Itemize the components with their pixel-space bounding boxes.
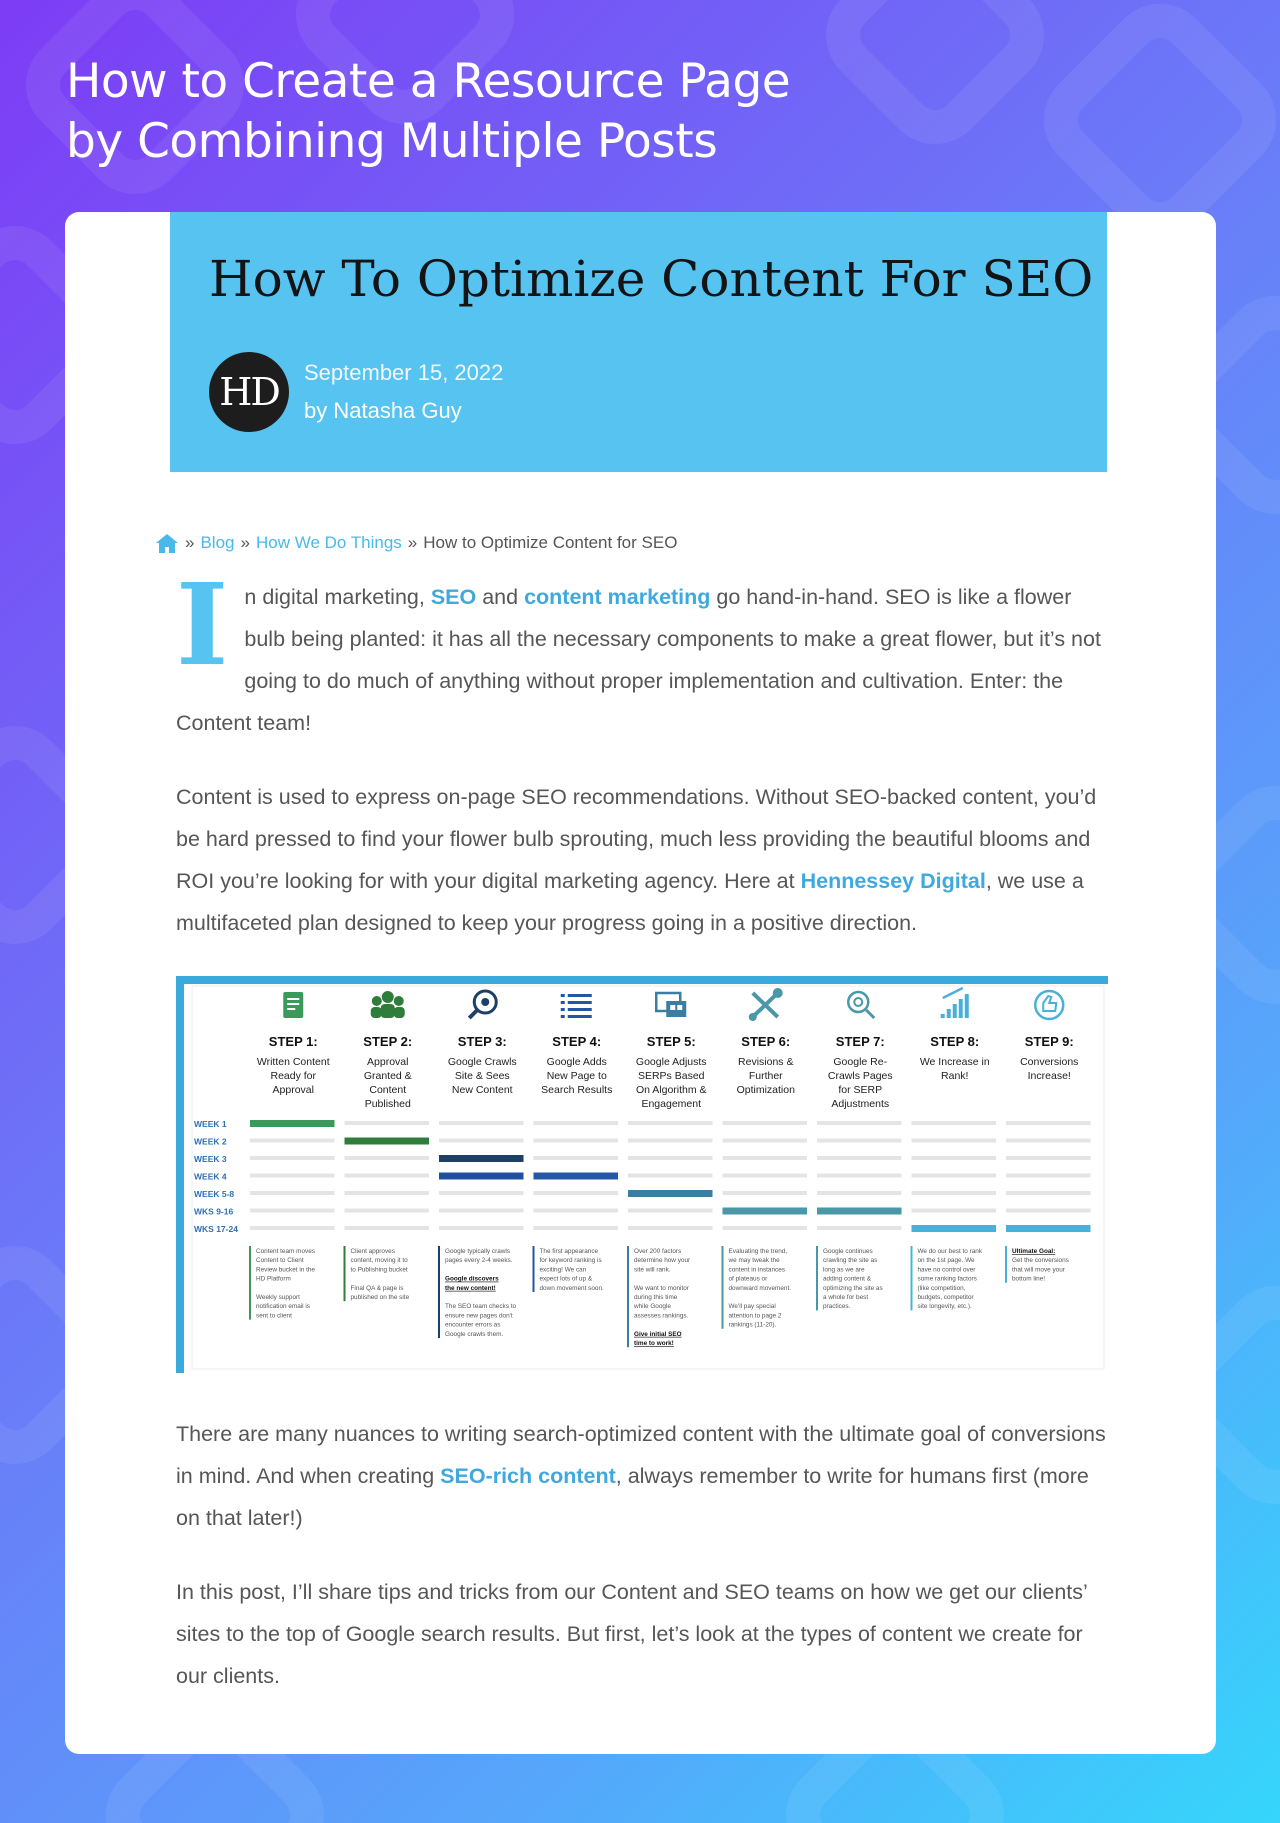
hero-title-line2: by Combining Multiple Posts [66,114,718,169]
step-note: Content to Client [256,1257,304,1265]
home-icon[interactable] [155,532,179,554]
paragraph-text: Content is used to express on-page SEO recommendations. Without SEO-backed content, you’d be hard pressed to find your flower bulb sprouting, much less providing the beautiful blooms and ROI you’re looking for with your digital marketing agency. Here at [176,785,1097,893]
week-label: WEEK 4 [194,1171,227,1182]
step-label: STEP 8: [930,1034,980,1049]
timeline-track [628,1156,713,1160]
timeline-track [912,1156,997,1160]
breadcrumb-current: How to Optimize Content for SEO [423,533,678,552]
content-marketing-link[interactable]: content marketing [524,585,711,609]
paragraph-text: , always remember to write for humans first (more on that later!) [176,1464,1089,1530]
step-label: STEP 3: [457,1034,507,1049]
week-label: WEEK 5-8 [194,1189,235,1199]
step-note: during this time [634,1294,678,1301]
hennessey-digital-link[interactable]: Hennessey Digital [800,869,986,893]
timeline-track [534,1156,619,1160]
week-label: WKS 17-24 [194,1224,238,1234]
step-description: Search Results [541,1084,613,1096]
step-note: optimizing the site as [823,1284,883,1292]
step-description: Conversions [1020,1056,1079,1068]
step-note: have no control over [917,1266,976,1274]
step-note: determine how your [634,1257,691,1265]
step-note: a whole for best [823,1294,869,1301]
step-note: Weekly support [256,1294,300,1301]
step-note: We do our best to rank [917,1248,983,1255]
breadcrumb-link-blog[interactable]: Blog [200,533,235,552]
step-description: Rank! [941,1070,969,1082]
timeline-track [534,1209,619,1213]
timeline-track [723,1174,808,1178]
timeline-bar [534,1173,619,1180]
post-header [170,212,1107,472]
week-label: WEEK 2 [194,1136,227,1147]
step-note: Google discovers [445,1275,499,1283]
timeline-track [439,1121,524,1125]
step-note: site longevity, etc.). [917,1303,972,1311]
timeline-track [534,1139,619,1143]
timeline-track [345,1174,430,1178]
infographic-canvas [184,984,1108,1373]
timeline-track [250,1209,335,1213]
timeline-track [534,1226,619,1230]
timeline-track [1006,1156,1091,1160]
step-note: we may tweak the [728,1257,780,1265]
step-description: Further [748,1070,783,1082]
timeline-track [1006,1191,1091,1195]
timeline-track [534,1121,619,1125]
step-note: while Google [634,1303,671,1311]
step-description: Adjustments [831,1098,890,1110]
step-note: the new content! [445,1284,496,1292]
step-note: Ultimate Goal: [1012,1248,1056,1255]
step-description: Ready for [270,1070,317,1082]
step-note: Client approves [350,1248,395,1255]
step-description: Optimization [736,1084,795,1096]
step-note: site will rank. [634,1266,671,1274]
step-description: Google Re- [833,1056,888,1068]
timeline-track [439,1139,524,1143]
timeline-track [250,1139,335,1143]
step-description: Crawls Pages [827,1070,893,1082]
step-note: content in instances [728,1266,785,1274]
step-description: Revisions & [738,1056,794,1068]
timeline-track [723,1191,808,1195]
hero-title [66,52,790,172]
timeline-track [345,1121,430,1125]
step-note: some ranking factors [917,1275,977,1283]
timeline-track [912,1174,997,1178]
timeline-bar [250,1120,335,1127]
step-label: STEP 9: [1024,1034,1074,1049]
timeline-track [817,1191,902,1195]
seo-link[interactable]: SEO [430,585,477,609]
step-description: Approval [272,1084,314,1096]
timeline-bar [723,1208,808,1215]
step-note: HD Platform [256,1275,291,1283]
step-description: Granted & [363,1070,412,1082]
timeline-bar [817,1208,902,1215]
timeline-track [439,1226,524,1230]
step-note: downward movement. [728,1284,792,1292]
post-title: How To Optimize Content For SEO [209,250,1094,308]
timeline-track [912,1209,997,1213]
step-note: sent to client [256,1312,292,1320]
step-note: We'll pay special [728,1303,776,1311]
breadcrumb-separator: » [407,533,418,552]
step-description: Increase! [1027,1070,1071,1082]
step-note: We want to monitor [634,1284,689,1292]
step-note: content, moving it to [350,1257,408,1265]
timeline-track [1006,1139,1091,1143]
timeline-track [723,1139,808,1143]
timeline-track [250,1174,335,1178]
step-note: budgets, competitor [917,1294,974,1301]
timeline-track [817,1226,902,1230]
step-note: practices. [823,1303,851,1311]
timeline-track [250,1156,335,1160]
timeline-track [250,1191,335,1195]
week-label: WEEK 1 [194,1119,227,1129]
avatar[interactable]: HD [209,352,289,432]
breadcrumb-separator: » [185,533,195,552]
step-note: bottom line! [1012,1275,1046,1283]
timeline-bar [345,1138,430,1145]
timeline-track [439,1209,524,1213]
paragraph-text: and [476,585,525,609]
step-note: long as we are [823,1266,865,1274]
step-note: to Publishing bucket [350,1266,408,1274]
article-paragraph [176,776,1108,944]
timeline-bar [439,1173,524,1180]
step-note: The SEO team checks to [445,1303,517,1311]
timeline-track [345,1191,430,1195]
timeline-track [723,1121,808,1125]
step-note: Evaluating the trend, [728,1248,788,1255]
article-body [176,560,1108,1729]
step-description: We Increase in [919,1056,990,1068]
timeline-track [817,1174,902,1178]
timeline-track [1006,1209,1091,1213]
step-description: SERPs Based [637,1070,705,1082]
step-description: On Algorithm & [635,1084,707,1096]
paragraph-text: There are many nuances to writing search-optimized content with the ultimate goal of conversions in mind. And when creating [176,1422,1106,1488]
step-description: New Page to [546,1070,607,1082]
step-description: Google Crawls [447,1056,517,1068]
step-note: assesses rankings. [634,1312,689,1320]
breadcrumb-link-how-we-do-things[interactable]: How We Do Things [255,533,402,552]
paragraph-text: n digital marketing, [244,585,431,609]
step-label: STEP 5: [646,1034,696,1049]
step-label: STEP 4: [552,1034,602,1049]
step-note: on the 1st page. We [917,1257,975,1265]
step-note: attention to page 2 [728,1312,782,1320]
timeline-track [723,1226,808,1230]
step-note: Final QA & page is [350,1284,404,1292]
post-author[interactable]: by Natasha Guy [304,398,462,423]
step-note: encounter errors as [445,1321,501,1329]
step-note: expect lots of up & [539,1275,593,1283]
step-note: Google continues [823,1248,873,1255]
timeline-bar [1006,1225,1091,1232]
step-note: Review bucket in the [256,1266,315,1274]
timeline-track [1006,1174,1091,1178]
step-note: crawling the site as [823,1257,878,1265]
step-label: STEP 2: [363,1034,413,1049]
step-description: Content [369,1084,407,1096]
timeline-track [628,1209,713,1213]
seo-rich-content-link[interactable]: SEO-rich content [440,1464,616,1488]
step-note: Give initial SEO [634,1330,682,1338]
timeline-track [250,1226,335,1230]
week-label: WEEK 3 [194,1154,227,1164]
timeline-track [912,1191,997,1195]
paragraph-text: go hand-in-hand. SEO is like a flower bulb being planted: it has all the necessary components to make a great flower, but it’s not going to do much of anything without proper implementation and cultivation. Enter: the Content team! [176,585,1101,735]
step-note: published on the site [350,1294,410,1301]
step-description: Written Content [256,1056,330,1068]
step-description: Approval [367,1056,409,1068]
timeline-track [912,1139,997,1143]
post-date: September 15, 2022 [304,360,504,385]
step-note: adding content & [823,1275,871,1283]
step-note: time to work! [634,1340,674,1347]
timeline-track [345,1156,430,1160]
breadcrumb-separator: » [240,533,250,552]
timeline-track [628,1174,713,1178]
timeline-track [817,1121,902,1125]
screenshot-card [65,212,1216,1754]
article-paragraph [176,1413,1108,1539]
seo-timeline-infographic [176,976,1108,1373]
timeline-track [1006,1121,1091,1125]
timeline-track [817,1139,902,1143]
step-note: Google crawls them. [445,1330,504,1338]
step-description: Site & Sees [454,1070,510,1082]
step-description: New Content [451,1084,513,1096]
timeline-track [534,1191,619,1195]
paragraph-text: , we use a multifaceted plan designed to keep your progress going in a positive direction. [176,869,1084,935]
step-note: exciting! We can [539,1266,587,1274]
step-label: STEP 1: [268,1034,318,1049]
breadcrumb [155,532,677,554]
step-note: (like competition, [917,1284,966,1292]
step-note: pages every 2-4 weeks. [445,1257,513,1265]
step-note: ensure new pages don't [445,1312,513,1320]
timeline-track [628,1139,713,1143]
step-description: Engagement [641,1098,702,1110]
timeline-bar [912,1225,997,1232]
timeline-track [628,1121,713,1125]
step-description: Google Adjusts [635,1056,707,1068]
step-note: Get the conversions [1012,1257,1069,1265]
timeline-track [628,1226,713,1230]
step-description: Google Adds [546,1056,607,1068]
hero-title-line1: How to Create a Resource Page [66,54,791,109]
step-description: for SERP [838,1084,883,1096]
step-note: Over 200 factors [634,1248,682,1255]
article-paragraph [176,560,1108,744]
step-label: STEP 7: [835,1034,885,1049]
step-label: STEP 6: [741,1034,791,1049]
timeline-track [817,1156,902,1160]
step-note: of plateaus or [728,1275,768,1283]
step-note: Google typically crawls [445,1248,510,1255]
timeline-track [439,1191,524,1195]
drop-cap: I [176,560,229,691]
week-label: WKS 9-16 [194,1206,234,1217]
timeline-bar [628,1190,713,1197]
article-paragraph [176,1571,1108,1697]
step-note: for keyword ranking is [539,1257,602,1265]
document-icon [283,992,303,1018]
timeline-track [912,1121,997,1125]
timeline-track [345,1209,430,1213]
step-note: rankings (11-20). [728,1321,777,1329]
step-note: notification email is [256,1303,310,1311]
timeline-track [345,1226,430,1230]
step-note: down movement soon. [539,1284,604,1292]
step-note: that will move your [1012,1266,1065,1274]
step-description: Published [364,1098,411,1110]
step-note: The first appearance [539,1248,599,1255]
paragraph-text: In this post, I’ll share tips and tricks from our Content and SEO teams on how we get our clients’ sites to the top of Google search results. But first, let’s look at the types of content we create for our clients. [176,1580,1087,1688]
timeline-track [723,1156,808,1160]
timeline-bar [439,1155,524,1162]
step-note: Content team moves [256,1248,315,1255]
